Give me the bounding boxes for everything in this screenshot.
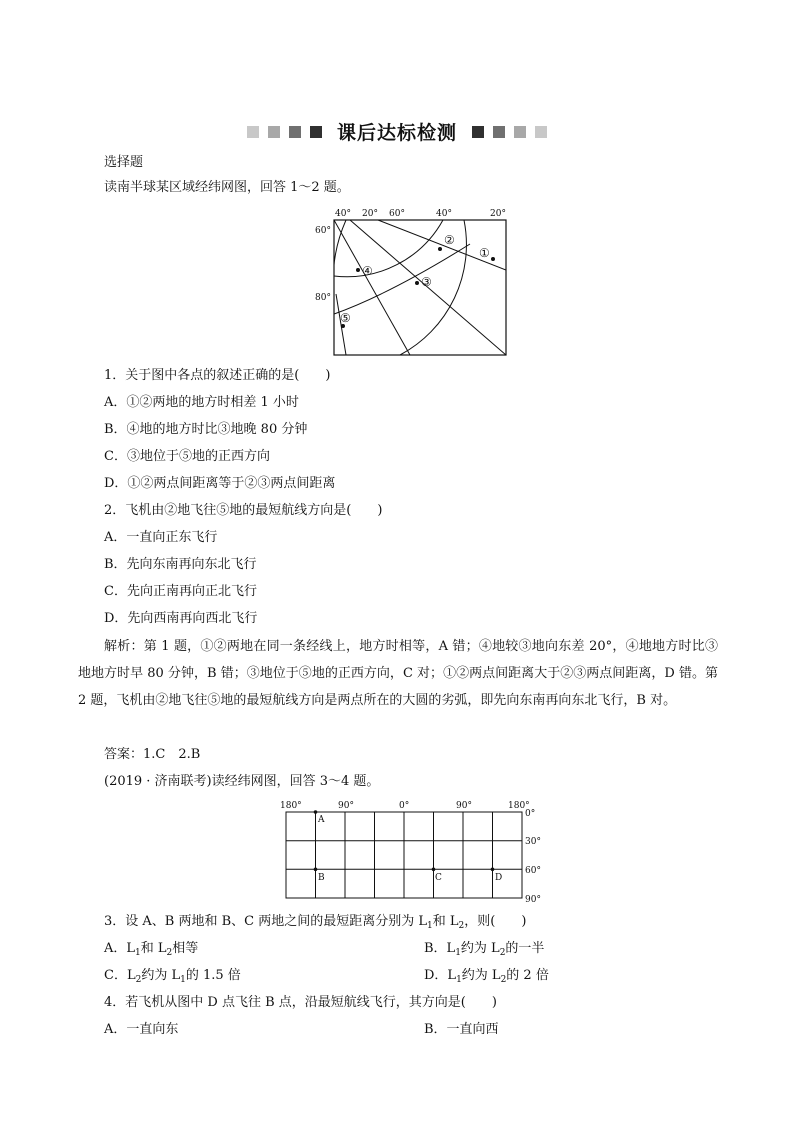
subscript: 2	[166, 948, 173, 958]
subscript: 1	[455, 948, 461, 958]
point-label: ①	[479, 246, 490, 260]
header-square-icon	[247, 126, 259, 138]
header-square-icon	[535, 126, 547, 138]
question-4-option-b: B．一直向西	[424, 1022, 499, 1037]
top-label: 180°	[280, 801, 302, 811]
option-text: 相等	[172, 941, 199, 956]
subscript: 2	[499, 948, 506, 958]
header-square-icon	[268, 126, 280, 138]
question-1-option-a: A．①②两地的地方时相差 1 小时	[104, 395, 299, 410]
header-square-icon	[310, 126, 322, 138]
question-1-option-c: C．③地位于⑤地的正西方向	[104, 449, 270, 464]
analysis-paragraph: 解析：第 1 题，①②两地在同一条经线上，地方时相等，A 错；④地较③地向东差 20°，④地地方时比③地地方时早 80 分钟，B 错；③地位于⑤地的正西方向，C 对；①②两点间距离大于②③两点间距离，D 错。第 2 题，飞机由②地飞往⑤地的最短航线方向是两点所在的大圆的劣弧，即先向东南再向东北飞行，B 对。	[78, 639, 718, 708]
top-label: 0°	[399, 801, 410, 811]
question-3-option-a	[104, 940, 198, 962]
option-text: B．L	[424, 941, 456, 956]
top-label: 60°	[389, 209, 405, 219]
point-b	[314, 868, 318, 872]
meridian-line	[378, 220, 506, 270]
section-header	[0, 118, 794, 144]
right-label: 90°	[525, 895, 541, 905]
meridian-line	[334, 220, 410, 355]
question-2-stem: 2．飞机由②地飞往⑤地的最短航线方向是( )	[104, 503, 383, 518]
stem-text: 3．设 A、B 两地和 B、C 两地之间的最短距离分别为 L	[104, 914, 428, 929]
point-4	[356, 268, 360, 272]
stem-text: ，则( )	[464, 914, 527, 929]
point-c	[432, 868, 436, 872]
top-label: 40°	[436, 209, 452, 219]
right-label: 60°	[525, 866, 541, 876]
question-4-option-a: A．一直向东	[104, 1022, 179, 1037]
point-2	[438, 247, 442, 251]
point-label: B	[318, 873, 325, 883]
right-label: 0°	[525, 809, 536, 819]
question-2-option-c: C．先向正南再向正北飞行	[104, 584, 257, 599]
point-label: C	[435, 873, 442, 883]
option-text: C．L	[104, 968, 136, 983]
intro-text-2: (2019 · 济南联考)读经纬网图，回答 3～4 题。	[104, 774, 380, 789]
option-text: 的 2 倍	[506, 968, 549, 983]
question-3-option-d	[424, 967, 549, 989]
top-label: 90°	[338, 801, 354, 811]
subscript: 1	[180, 975, 186, 985]
point-d	[491, 868, 495, 872]
subscript: 2	[500, 975, 507, 985]
point-1	[491, 257, 495, 261]
question-2-option-d: D．先向西南再向西北飞行	[104, 611, 258, 626]
header-square-icon	[289, 126, 301, 138]
right-label: 30°	[525, 837, 541, 847]
parallel-line	[333, 220, 346, 296]
option-text: 约为 L	[460, 941, 500, 956]
option-text: 约为 L	[141, 968, 181, 983]
section-label: 选择题	[104, 155, 144, 170]
point-label: D	[495, 873, 503, 883]
point-label: ⑤	[340, 311, 351, 325]
option-text: D．L	[424, 968, 457, 983]
answer-line: 答案：1.C 2.B	[104, 747, 201, 762]
page-title: 课后达标检测	[336, 122, 457, 144]
header-square-icon	[493, 126, 505, 138]
subscript: 2	[458, 921, 465, 931]
point-label: ②	[444, 233, 455, 247]
subscript: 1	[427, 921, 433, 931]
figure-1-graticule	[310, 204, 510, 360]
option-text: 约为 L	[461, 968, 501, 983]
figure-2-grid	[278, 796, 546, 906]
question-1-stem: 1．关于图中各点的叙述正确的是( )	[104, 368, 331, 383]
question-1-option-b: B．④地的地方时比③地晚 80 分钟	[104, 422, 308, 437]
left-label: 80°	[315, 293, 331, 303]
question-2-option-a: A．一直向正东飞行	[104, 530, 218, 545]
question-3-stem	[104, 913, 526, 935]
parallel-line	[334, 244, 470, 314]
option-text: 的 1.5 倍	[185, 968, 241, 983]
point-label: ③	[421, 275, 432, 289]
question-4-stem: 4．若飞机从图中 D 点飞往 B 点，沿最短航线飞行，其方向是( )	[104, 995, 497, 1010]
subscript: 1	[456, 975, 462, 985]
point-a	[314, 810, 318, 814]
point-3	[415, 281, 419, 285]
header-square-icon	[514, 126, 526, 138]
stem-text: 和 L	[432, 914, 459, 929]
left-label: 60°	[315, 226, 331, 236]
parallel-line	[400, 220, 466, 355]
header-square-icon	[472, 126, 484, 138]
top-label: 20°	[490, 209, 506, 219]
question-3-option-c	[104, 967, 241, 989]
option-text: A．L	[104, 941, 136, 956]
question-1-option-d: D．①②两点间距离等于②③两点间距离	[104, 476, 336, 491]
subscript: 1	[135, 948, 141, 958]
question-3-option-b	[424, 940, 544, 962]
question-2-option-b: B．先向东南再向东北飞行	[104, 557, 257, 572]
point-label: ④	[362, 264, 373, 278]
intro-text-1: 读南半球某区域经纬网图，回答 1～2 题。	[104, 180, 350, 195]
top-label: 20°	[362, 209, 378, 219]
point-label: A	[318, 815, 325, 825]
figure-frame	[334, 220, 506, 355]
top-label: 180°	[508, 801, 530, 811]
top-label: 40°	[335, 209, 351, 219]
top-label: 90°	[456, 801, 472, 811]
option-text: 和 L	[140, 941, 167, 956]
option-text: 的一半	[505, 941, 545, 956]
subscript: 2	[135, 975, 142, 985]
